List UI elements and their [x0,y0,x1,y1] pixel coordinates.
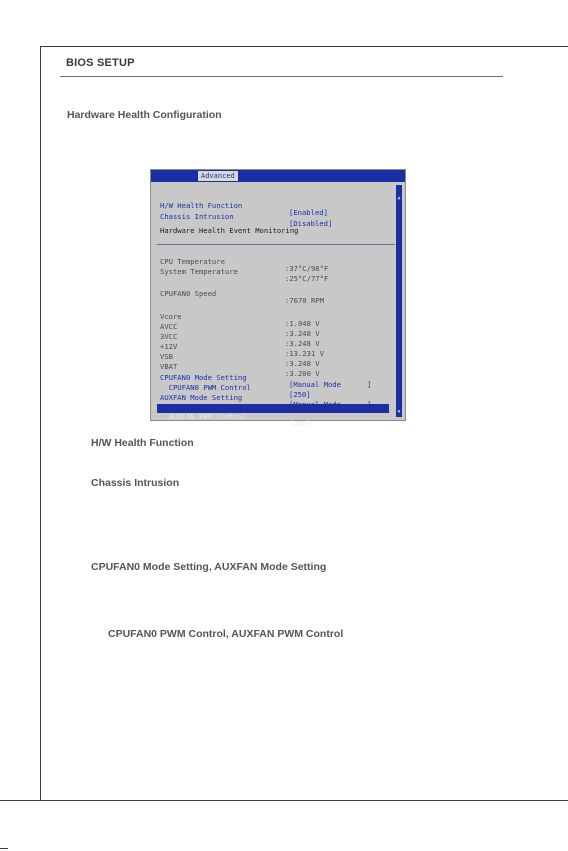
bios-row-label: System Temperature [160,266,238,276]
bios-row-value: [250] [289,390,311,400]
subheading-fan-mode-setting: CPUFAN0 Mode Setting, AUXFAN Mode Setting [91,561,327,573]
bios-row-label: Chassis Intrusion [160,211,234,221]
bios-row-label: AVCC [160,321,178,331]
bios-row-label: H/W Health Function [160,200,243,210]
bios-content-panel [154,185,395,417]
bios-row-value: [Manual Mode ] [289,380,372,390]
bios-menu-bar [151,170,405,182]
scroll-up-icon[interactable]: ▲ [397,195,401,201]
tab-advanced[interactable]: Advanced [198,171,238,181]
page-frame-bottom [0,800,568,801]
bios-row-label: AUXFAN PWM Control [160,411,247,421]
bios-row-auxfan-pwm-selected[interactable] [157,404,389,429]
bios-row-value: :3.200 V [285,369,320,379]
bios-event-heading: Hardware Health Event Monitoring [160,226,299,235]
bios-row-label: CPUFAN0 PWM Control [160,382,251,392]
bios-row-value: :25°C/77°F [285,274,329,284]
bios-divider [157,244,395,245]
bios-row-value: :13.231 V [285,349,324,359]
bios-row-label: +12V [160,341,178,351]
page-header-title: BIOS SETUP [66,57,135,69]
subheading-hw-health-function: H/W Health Function [91,437,194,449]
bios-row-value: :3.248 V [285,359,320,369]
bios-row-value: :1.048 V [285,319,320,329]
bios-row-value: [Disabled] [289,219,333,229]
bios-row-value: :3.248 V [285,329,320,339]
bios-row-value: :3.248 V [285,339,320,349]
bios-scrollbar[interactable] [396,185,402,417]
bios-row-label: CPU Temperature [160,256,225,266]
bios-row-label: VSB [160,351,173,361]
bios-row-label: VBAT [160,361,178,371]
bios-row-value: [250] [289,419,311,429]
bios-row-value: :37°C/98°F [285,264,329,274]
section-title: Hardware Health Configuration [67,109,222,121]
subheading-chassis-intrusion: Chassis Intrusion [91,477,180,489]
header-divider [60,76,503,77]
bios-row-label: CPUFAN0 Speed [160,288,217,298]
bios-row-auxfan-pwm [160,405,390,429]
scroll-down-icon[interactable]: ▼ [397,409,401,415]
page-frame-top [40,46,568,47]
subheading-pwm-control: CPUFAN0 PWM Control, AUXFAN PWM Control [108,628,344,640]
bios-row-label: Vcore [160,311,182,321]
bios-row-chassis-intrusion[interactable] [160,205,398,229]
page-frame-left [40,46,41,801]
bios-row-label: AUXFAN Mode Setting [160,392,243,402]
bios-row-label: CPUFAN0 Mode Setting [160,372,247,382]
bios-row-value: :7670 RPM [285,296,324,306]
bios-row-label: 3VCC [160,331,178,341]
bios-row-value: [Enabled] [289,208,328,218]
bios-row-cpufan0-speed [160,282,398,306]
crop-mark [0,848,8,849]
bios-screenshot [150,169,406,429]
